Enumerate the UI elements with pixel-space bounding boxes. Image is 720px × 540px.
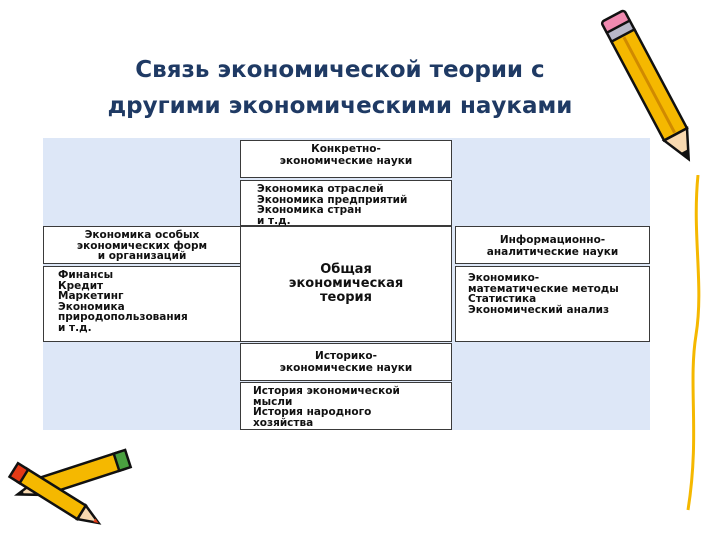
list-item: Статистика	[468, 293, 537, 305]
bottom-header-line: экономические науки	[279, 362, 413, 374]
center-line: Общая	[320, 262, 372, 277]
list-item: История народного	[253, 406, 372, 418]
title-line-2: другими экономическими науками	[107, 93, 573, 119]
list-item: Экономический анализ	[468, 303, 610, 316]
list-item: и т.д.	[257, 214, 291, 227]
bottom-list-box	[240, 382, 452, 430]
center-box	[240, 226, 452, 342]
list-item: Экономика стран	[257, 204, 362, 216]
left-header-line: и организаций	[97, 250, 187, 262]
list-item: и т.д.	[58, 321, 92, 334]
list-item: Кредит	[58, 279, 104, 292]
title-line-1: Связь экономической теории с	[135, 57, 545, 83]
left-list-box	[43, 266, 241, 342]
pencil-icon	[2, 455, 112, 540]
top-header-box	[240, 140, 452, 178]
top-header-line: Конкретно-	[311, 143, 381, 155]
right-header-line: Информационно-	[499, 234, 606, 246]
slide-title	[60, 52, 620, 124]
sketch-line-icon	[670, 175, 710, 515]
list-item: природопользования	[58, 311, 188, 323]
list-item: Экономика	[58, 300, 125, 313]
right-header-line: аналитические науки	[486, 246, 619, 258]
top-list-box	[240, 180, 452, 226]
right-header-box	[455, 226, 650, 264]
list-item: Финансы	[58, 269, 114, 281]
list-item: История экономической	[253, 385, 400, 397]
top-header-line: экономические науки	[279, 155, 413, 167]
right-list-box	[455, 266, 650, 342]
list-item: хозяйства	[253, 416, 314, 429]
pencil-icon	[598, 2, 708, 182]
list-item: Экономико-	[468, 272, 540, 284]
left-header-line: экономических форм	[76, 239, 208, 252]
list-item: Экономика предприятий	[257, 193, 408, 206]
list-item: математические методы	[468, 282, 619, 295]
bottom-header-box	[240, 343, 452, 381]
left-header-box	[43, 226, 241, 264]
center-line: экономическая	[288, 276, 404, 291]
bottom-header-line: Историко-	[315, 350, 377, 362]
list-item: Экономика отраслей	[257, 183, 384, 195]
center-line: теория	[319, 290, 373, 305]
list-item: мысли	[253, 395, 293, 408]
center-text	[241, 263, 451, 305]
diagram	[43, 138, 650, 430]
left-header-line: Экономика особых	[84, 229, 200, 241]
list-item: Маркетинг	[58, 290, 124, 302]
